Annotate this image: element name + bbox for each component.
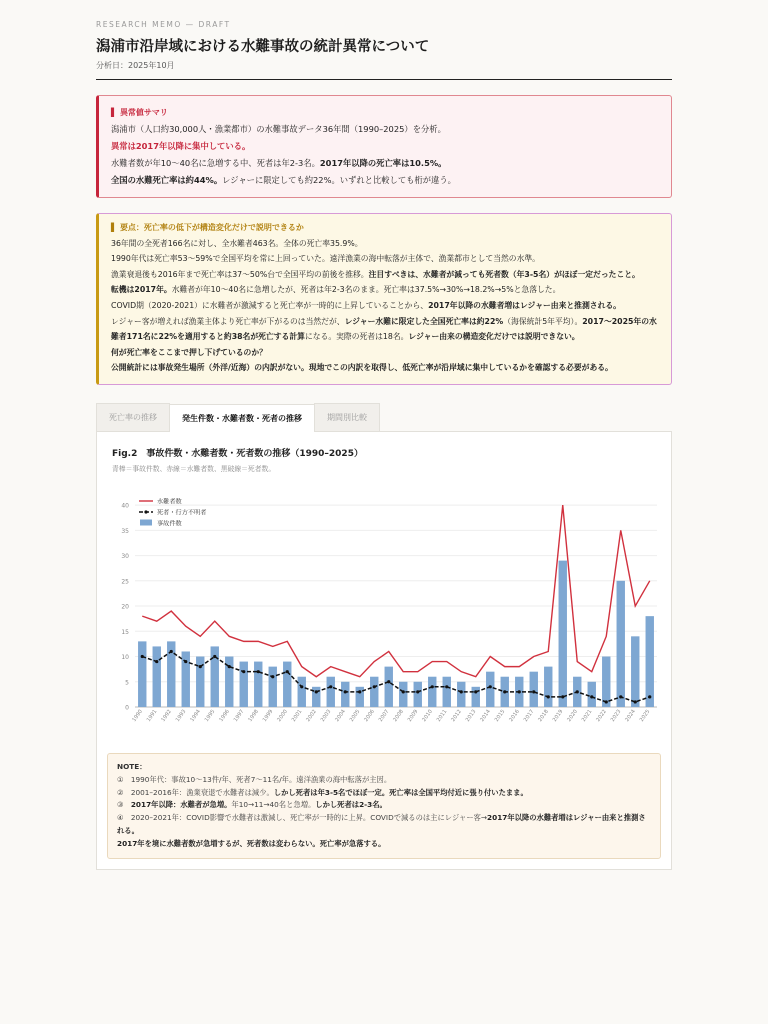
key-points-title: ▌ 要点：死亡率の低下が構造変化だけで説明できるか xyxy=(111,223,304,232)
x-tick-label: 2019 xyxy=(551,708,565,723)
x-tick-label: 2007 xyxy=(377,708,391,723)
x-tick-label: 1995 xyxy=(203,708,217,723)
point-deaths xyxy=(605,700,608,703)
x-tick-label: 1999 xyxy=(261,708,275,723)
point-deaths xyxy=(474,690,477,693)
x-tick-label: 2016 xyxy=(508,708,521,723)
key-point-5: COVID期（2020-2021）に水難者が激減すると死亡率が一時的に上昇していることから、2017年以降の水難者増はレジャー由来と推測される。 xyxy=(111,300,621,310)
point-deaths xyxy=(358,690,361,693)
point-deaths xyxy=(416,690,419,693)
point-deaths xyxy=(271,675,274,678)
key-point-4: 転機は2017年。水難者が年10〜40名に急増したが、死者は年2-3名のまま。死亡率は37.5%→30%→18.2%→5%と急落した。 xyxy=(111,285,561,295)
bar-incidents xyxy=(254,662,262,707)
x-tick-label: 2020 xyxy=(566,708,579,723)
y-tick-label: 30 xyxy=(121,553,129,561)
x-tick-label: 2024 xyxy=(624,708,637,723)
x-tick-label: 2008 xyxy=(392,708,405,723)
key-point-action: 公開統計には事故発生場所（外洋/近海）の内訳がない。現地でこの内訳を取得し、低死亡率が沿岸域に集中しているかを確認する必要がある。 xyxy=(111,363,613,373)
x-tick-label: 2006 xyxy=(363,708,376,723)
x-tick-label: 1998 xyxy=(247,708,260,723)
summary-line-4: 全国の水難死亡率は約44%。レジャーに限定しても約22%。いずれと比較しても桁が違う。 xyxy=(111,175,456,185)
memo-page xyxy=(96,0,672,870)
point-deaths xyxy=(155,660,158,663)
tab-incidents-victims-deaths[interactable]: 発生件数・水難者数・死者の推移 xyxy=(169,404,315,432)
x-tick-label: 2003 xyxy=(319,708,333,723)
y-tick-label: 35 xyxy=(121,527,129,535)
bar-incidents xyxy=(530,672,538,707)
x-tick-label: 1992 xyxy=(160,708,173,723)
key-point-2: 1990年代は死亡率53〜59%で全国平均を常に上回っていた。遠洋漁業の海中転落が主体で、漁業都市として当然の水準。 xyxy=(111,254,540,264)
note-4: ④ 2020–2021年：COVID影響で水難者は激減し、死亡率が一時的に上昇。COVIDで減るのは主にレジャー客→2017年以降の水難者増はレジャー由来と推測される。 xyxy=(117,813,646,835)
chart-panel xyxy=(96,431,672,870)
chart-tabs xyxy=(96,403,672,431)
x-tick-label: 2001 xyxy=(290,708,304,723)
x-tick-label: 2023 xyxy=(609,708,623,723)
point-deaths xyxy=(503,690,506,693)
title-divider xyxy=(96,79,672,80)
bar-incidents xyxy=(414,682,422,707)
point-deaths xyxy=(373,685,376,688)
tab-mortality-trend[interactable]: 死亡率の推移 xyxy=(96,403,170,431)
point-deaths xyxy=(141,655,144,658)
x-tick-label: 1996 xyxy=(218,708,231,723)
bar-incidents xyxy=(283,662,291,707)
point-deaths xyxy=(329,685,332,688)
point-deaths xyxy=(518,690,521,693)
x-tick-label: 2015 xyxy=(493,708,507,723)
y-tick-label: 40 xyxy=(121,502,129,510)
bar-incidents xyxy=(153,646,161,707)
x-tick-label: 1993 xyxy=(174,708,188,723)
bar-incidents xyxy=(399,682,407,707)
bar-incidents xyxy=(327,677,335,707)
point-deaths xyxy=(634,700,637,703)
bar-incidents xyxy=(472,687,480,707)
point-deaths xyxy=(561,695,564,698)
incident-trend-chart xyxy=(107,481,661,743)
figure-subtitle: 青棒＝事故件数、赤線＝水難者数、黒破線＝死者数。 xyxy=(112,464,276,473)
point-deaths xyxy=(199,665,202,668)
x-tick-label: 2004 xyxy=(334,708,347,723)
analysis-date: 分析日：2025年10月 xyxy=(96,61,175,70)
point-deaths xyxy=(576,690,579,693)
bar-incidents xyxy=(559,561,567,707)
bar-incidents xyxy=(370,677,378,707)
chart-note xyxy=(107,753,661,859)
y-tick-label: 25 xyxy=(121,578,129,586)
bar-incidents xyxy=(312,687,320,707)
bar-incidents xyxy=(269,667,277,707)
summary-line-3: 水難者数が年10〜40名に急増する中、死者は年2-3名。2017年以降の死亡率は10.5%。 xyxy=(111,158,447,168)
key-point-1: 36年間の全死者166名に対し、全水難者463名。全体の死亡率35.9%。 xyxy=(111,238,363,248)
note-title: NOTE： xyxy=(117,761,147,771)
point-deaths xyxy=(213,655,216,658)
x-tick-label: 2005 xyxy=(348,708,362,723)
x-tick-label: 2000 xyxy=(276,708,289,723)
bar-incidents xyxy=(428,677,436,707)
point-deaths xyxy=(619,695,622,698)
x-tick-label: 2009 xyxy=(406,708,420,723)
key-points-box xyxy=(96,213,672,385)
x-tick-label: 2010 xyxy=(421,708,434,723)
key-point-question: 何が死亡率をここまで押し下げているのか？ xyxy=(111,347,267,357)
x-tick-label: 2018 xyxy=(537,708,550,723)
figure-title: Fig.2 事故件数・水難者数・死者数の推移（1990–2025） xyxy=(112,448,363,459)
point-deaths xyxy=(228,665,231,668)
point-deaths xyxy=(184,660,187,663)
point-deaths xyxy=(242,670,245,673)
x-tick-label: 1991 xyxy=(145,708,159,723)
page-title: 潟浦市沿岸域における水難事故の統計異常について xyxy=(96,39,430,55)
x-tick-label: 1990 xyxy=(131,708,144,723)
legend-incidents-swatch xyxy=(140,519,152,525)
bar-incidents xyxy=(182,651,190,707)
bar-incidents xyxy=(631,636,639,707)
point-deaths xyxy=(648,695,651,698)
legend-incidents-label: 事故件数 xyxy=(157,520,182,528)
point-deaths xyxy=(286,670,289,673)
x-tick-label: 2017 xyxy=(522,708,536,723)
note-1: ① 1990年代：事故10〜13件/年、死者7〜11名/年。遠洋漁業の海中転落が主因。 xyxy=(117,774,392,784)
point-deaths xyxy=(547,695,550,698)
point-deaths xyxy=(489,685,492,688)
bar-incidents xyxy=(356,687,364,707)
point-deaths xyxy=(344,690,347,693)
summary-line-1: 潟浦市（人口約30,000人・漁業都市）の水難事故データ36年間（1990–2025）を分析。 xyxy=(111,124,446,134)
tab-period-comparison[interactable]: 期間別比較 xyxy=(314,403,380,431)
y-tick-label: 0 xyxy=(125,704,129,712)
point-deaths xyxy=(170,650,173,653)
key-point-3: 漁業衰退後も2016年まで死亡率は37〜50%台で全国平均の前後を推移。注目すべきは、水難者が減っても死者数（年3-5名）がほぼ一定だったこと。 xyxy=(111,269,640,279)
bar-incidents xyxy=(617,581,625,707)
bar-incidents xyxy=(385,667,393,707)
bar-incidents xyxy=(457,682,465,707)
bar-incidents xyxy=(240,662,248,707)
note-2: ② 2001–2016年：漁業衰退で水難者は減少。しかし死者は年3-5名でほぼ一定。死亡率は全国平均付近に張り付いたまま。 xyxy=(117,787,528,797)
point-deaths xyxy=(387,680,390,683)
y-tick-label: 5 xyxy=(125,679,129,687)
y-tick-label: 20 xyxy=(121,603,129,611)
key-point-6: レジャー客が増えれば漁業主体より死亡率が下がるのは当然だが、レジャー水難に限定した全国死亡率は約22%（海保統計5年平均）。2017〜2025年の水難者171名に22%を適用すると約38名が死亡する計算になる。実際の死者は18名。レジャー由来の構造変化だけでは説明できない。 xyxy=(111,316,657,342)
legend-deaths-marker xyxy=(144,510,147,513)
legend-deaths-label: 死者・行方不明者 xyxy=(157,509,207,517)
x-tick-label: 2011 xyxy=(435,708,449,723)
bar-incidents xyxy=(588,682,596,707)
point-deaths xyxy=(300,685,303,688)
point-deaths xyxy=(460,690,463,693)
point-deaths xyxy=(445,685,448,688)
x-tick-label: 2021 xyxy=(580,708,594,723)
x-tick-label: 2002 xyxy=(305,708,318,723)
bar-incidents xyxy=(138,641,146,707)
anomaly-summary-title: ▌ 異常値サマリ xyxy=(111,108,168,117)
bar-incidents xyxy=(298,677,306,707)
anomaly-summary-box xyxy=(96,95,672,198)
bar-incidents xyxy=(486,672,494,707)
summary-line-2: 異常は2017年以降に集中している。 xyxy=(111,141,251,151)
point-deaths xyxy=(590,695,593,698)
bar-incidents xyxy=(544,667,552,707)
x-tick-label: 2012 xyxy=(450,708,463,723)
legend-victims-label: 水難者数 xyxy=(157,498,182,506)
point-deaths xyxy=(315,690,318,693)
note-conclusion: 2017年を境に水難者数が急増するが、死者数は変わらない。死亡率が急落する。 xyxy=(117,838,386,848)
point-deaths xyxy=(257,670,260,673)
bar-incidents xyxy=(646,616,654,707)
y-tick-label: 10 xyxy=(121,653,129,661)
y-tick-label: 15 xyxy=(121,628,129,636)
point-deaths xyxy=(402,690,405,693)
bar-incidents xyxy=(602,656,610,706)
x-tick-label: 1997 xyxy=(232,708,246,723)
note-3: ③ 2017年以降：水難者が急増。年10→11→40名と急増。しかし死者は2-3名。 xyxy=(117,800,387,810)
memo-kicker: RESEARCH MEMO — DRAFT xyxy=(96,20,231,29)
bar-incidents xyxy=(341,682,349,707)
x-tick-label: 2014 xyxy=(479,708,492,723)
point-deaths xyxy=(532,690,535,693)
x-tick-label: 2022 xyxy=(595,708,608,723)
x-tick-label: 2025 xyxy=(638,708,652,723)
x-tick-label: 1994 xyxy=(189,708,202,723)
point-deaths xyxy=(431,685,434,688)
x-tick-label: 2013 xyxy=(464,708,478,723)
bar-incidents xyxy=(443,677,451,707)
